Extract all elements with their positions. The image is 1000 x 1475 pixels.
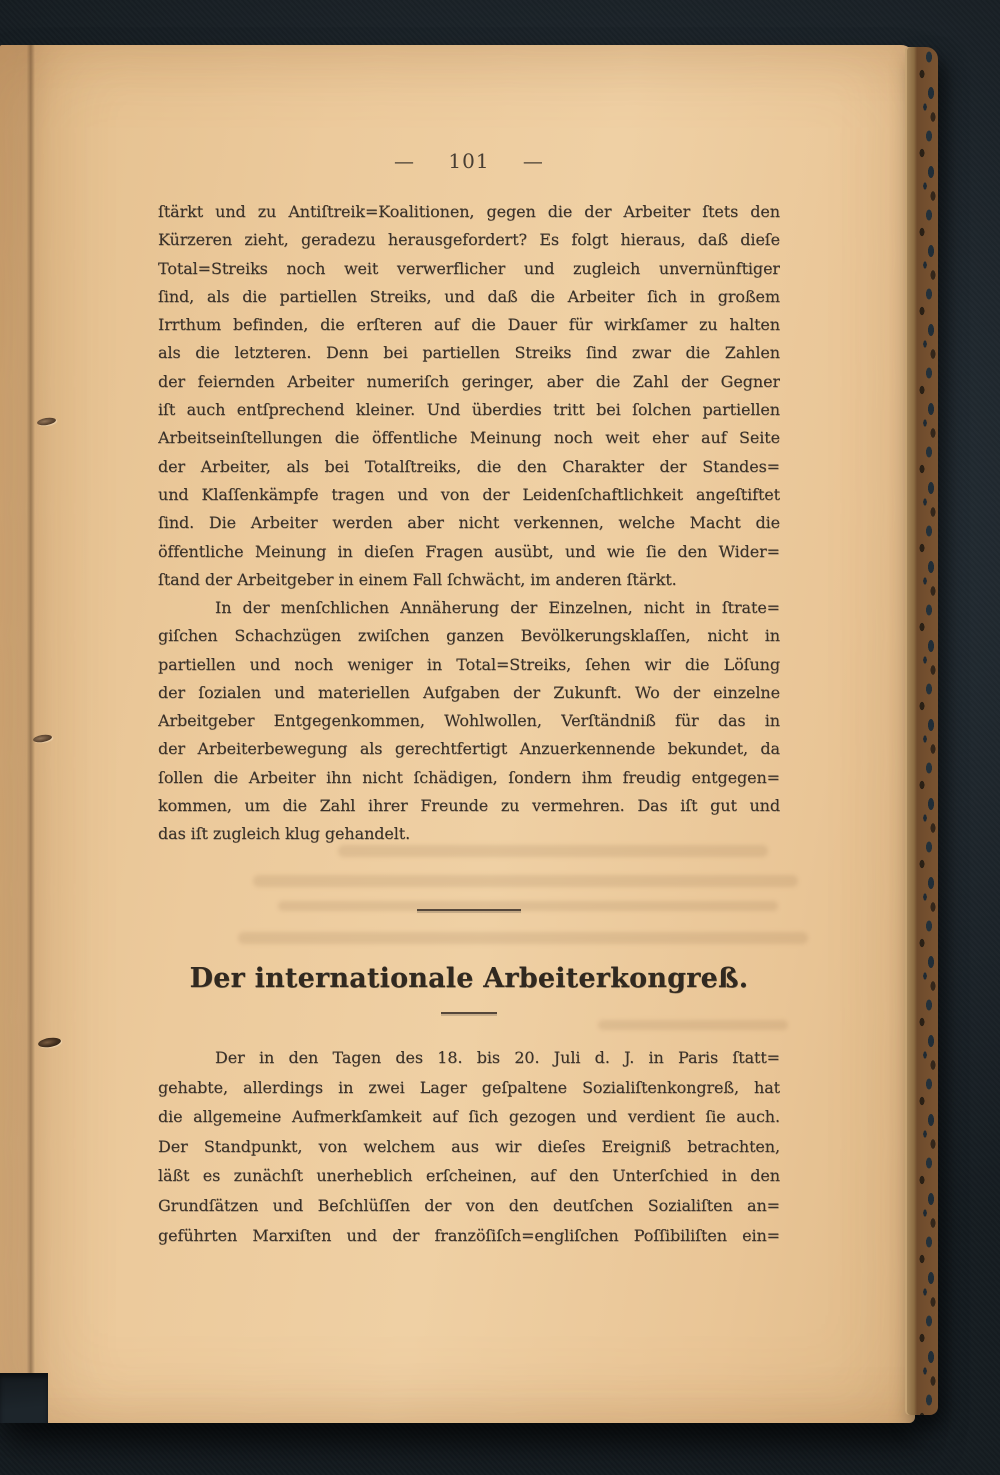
ink-bleed-through bbox=[253, 875, 798, 887]
text-line: Kürzeren zieht, geradezu herausgefordert? Es folgt hieraus, daß dieſe bbox=[158, 230, 780, 250]
page-number: — 101 — bbox=[394, 149, 544, 173]
text-line: der Arbeiterbewegung als gerechtfertigt Anzuerkennende bekundet, da bbox=[158, 739, 780, 759]
text-line: Total=Streiks noch weit verwerflicher und zugleich unvernünftiger bbox=[158, 258, 780, 278]
text-line: öffentliche Meinung in dieſen Fragen ausübt, und wie ſie den Wider= bbox=[158, 541, 780, 561]
text-line: In der menſchlichen Annäherung der Einzelnen, nicht in ſtrate= bbox=[215, 598, 780, 617]
text-line: läßt es zunächſt unerheblich erſcheinen, auf den Unterſchied in den bbox=[158, 1166, 780, 1186]
paragraph-strikes bbox=[158, 198, 780, 594]
text-line: als die letzteren. Denn bei partiellen Streiks ſind zwar die Zahlen bbox=[158, 343, 780, 363]
heading-underline-rule bbox=[441, 1012, 497, 1014]
text-line: der feiernden Arbeiter numeriſch geringer, aber die Zahl der Gegner bbox=[158, 371, 780, 391]
text-line: Der in den Tagen des 18. bis 20. Juli d. J. in Paris ſtatt= bbox=[215, 1048, 780, 1067]
binding-stitch-mark bbox=[37, 1036, 61, 1048]
gutter-crease bbox=[0, 45, 70, 1423]
text-line: ſind. Die Arbeiter werden aber nicht verkennen, welche Macht die bbox=[158, 513, 780, 533]
text-line: partiellen und noch weniger in Total=Streiks, ſehen wir die Löſung bbox=[158, 654, 780, 674]
text-line: iſt auch entſprechend kleiner. Und überdies tritt bei ſolchen partiellen bbox=[158, 400, 780, 420]
ink-bleed-through bbox=[278, 901, 778, 911]
book-fore-edge bbox=[905, 47, 938, 1415]
page-content bbox=[158, 45, 780, 1423]
text-line: Arbeitseinſtellungen die öffentliche Meinung noch weit eher auf Seite bbox=[158, 428, 780, 448]
text-line: der ſozialen und materiellen Aufgaben der Zukunft. Wo der einzelne bbox=[158, 682, 780, 702]
text-line: giſchen Schachzügen zwiſchen ganzen Bevölkerungsklaſſen, nicht in bbox=[158, 626, 780, 646]
text-line: gehabte, allerdings in zwei Lager geſpaltene Sozialiſtenkongreß, hat bbox=[158, 1077, 780, 1097]
text-line: ſind, als die partiellen Streiks, und daß die Arbeiter ſich in großem bbox=[158, 286, 780, 306]
book-page bbox=[0, 45, 915, 1423]
text-line: Irrthum befinden, die erſteren auf die Dauer für wirkſamer zu halten bbox=[158, 315, 780, 335]
text-line: geführten Marxiſten und der franzöſiſch=engliſchen Poſſibiliſten ein= bbox=[158, 1225, 780, 1245]
text-line: ſollen die Arbeiter ihn nicht ſchädigen, ſondern ihm freudig entgegen= bbox=[158, 767, 780, 787]
text-line: Arbeitgeber Entgegenkommen, Wohlwollen, Verſtändniß für das in bbox=[158, 711, 780, 731]
text-line: ſtand der Arbeitgeber in einem Fall ſchwächt, im anderen ſtärkt. bbox=[158, 569, 677, 589]
binding-stitch-mark bbox=[37, 417, 57, 427]
ink-bleed-through bbox=[598, 1020, 788, 1030]
ink-bleed-through bbox=[338, 845, 768, 857]
section-separator-rule bbox=[417, 909, 521, 911]
text-line: ſtärkt und zu Antiſtreik=Koalitionen, gegen die der Arbeiter ſtets den bbox=[158, 202, 780, 221]
text-line: die allgemeine Aufmerkſamkeit auf ſich gezogen und verdient ſie auch. bbox=[158, 1107, 780, 1127]
text-line: und Klaſſenkämpfe tragen und von der Leidenſchaftlichkeit angeſtiftet bbox=[158, 484, 780, 504]
paragraph-arbeiterkongress bbox=[158, 1043, 780, 1250]
page-corner-shadow bbox=[0, 1373, 48, 1423]
binding-stitch-mark bbox=[33, 734, 53, 744]
text-line: kommen, um die Zahl ihrer Freunde zu vermehren. Das iſt gut und bbox=[158, 796, 780, 816]
section-heading: Der internationale Arbeiterkongreß. bbox=[189, 963, 749, 994]
text-line: das iſt zugleich klug gehandelt. bbox=[158, 824, 411, 844]
paragraph-annaeherung bbox=[158, 594, 780, 849]
ink-bleed-through bbox=[238, 932, 808, 944]
text-line: der Arbeiter, als bei Totalſtreiks, die den Charakter der Standes= bbox=[158, 456, 780, 476]
text-line: Der Standpunkt, von welchem aus wir dieſes Ereigniß betrachten, bbox=[158, 1136, 780, 1156]
text-line: Grundſätzen und Beſchlüſſen der von den deutſchen Sozialiſten an= bbox=[158, 1195, 780, 1215]
